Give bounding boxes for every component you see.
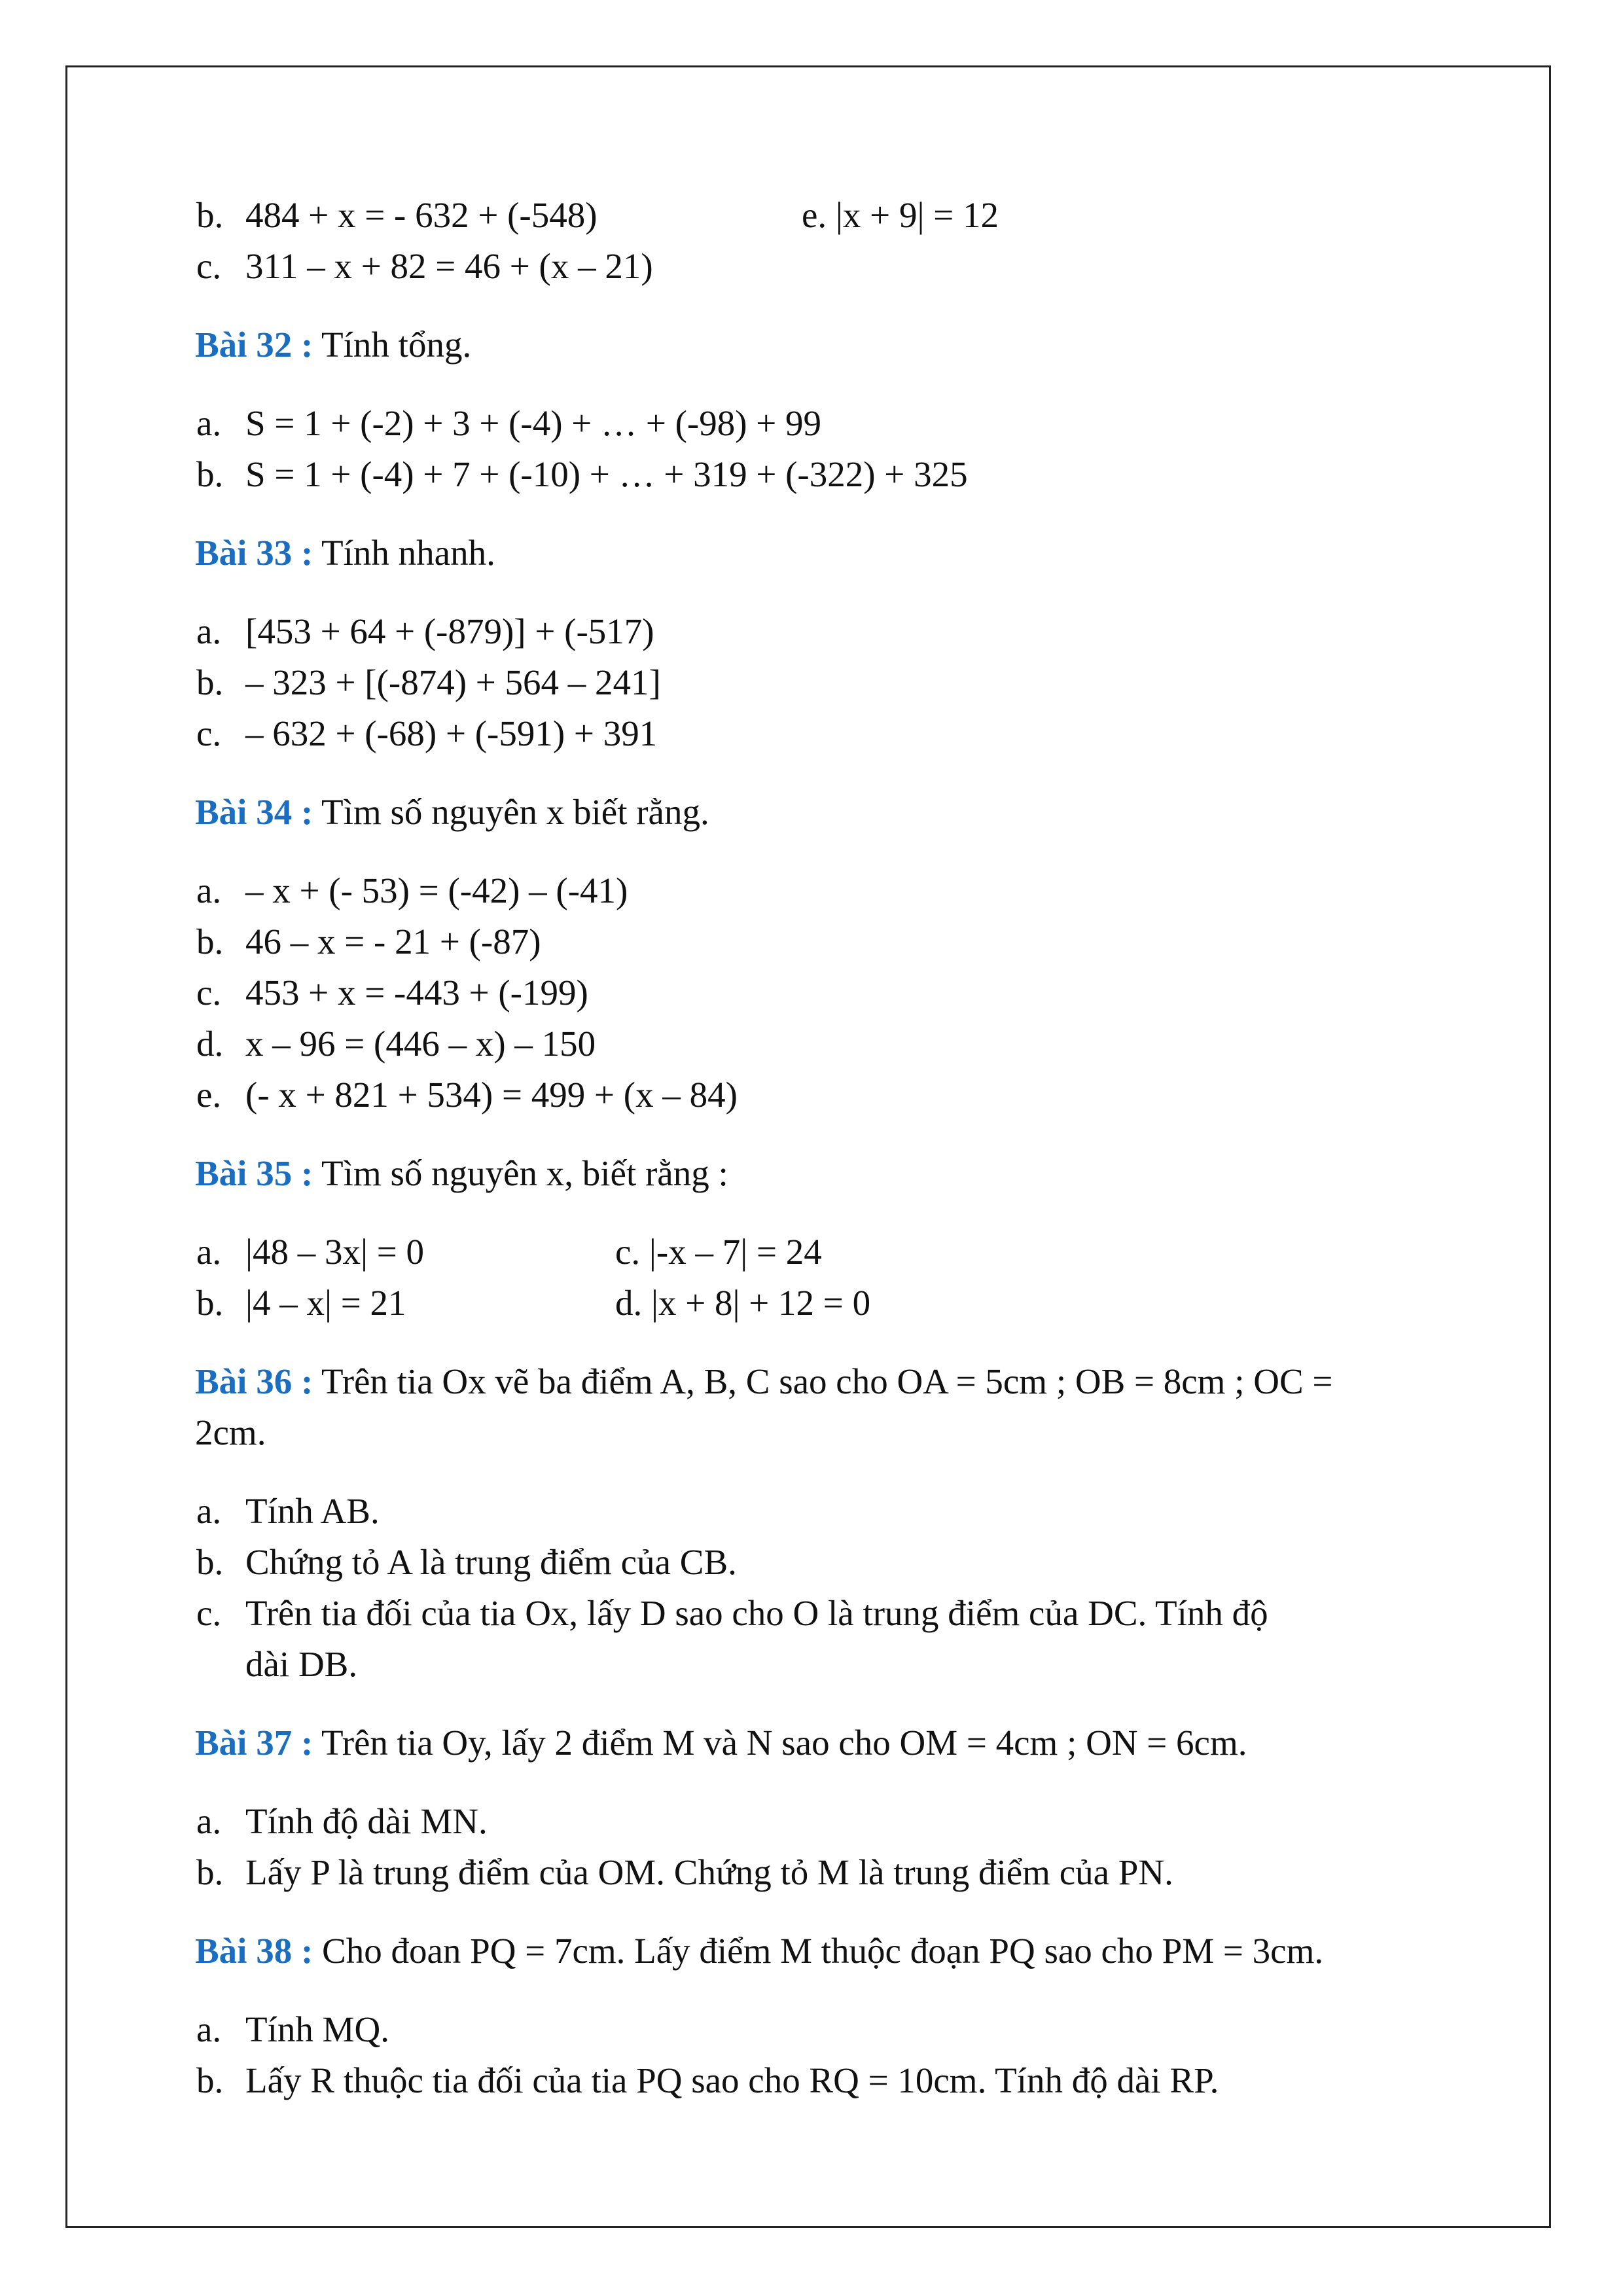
item-text: Tính MQ. [245, 2009, 389, 2049]
item-text: S = 1 + (-4) + 7 + (-10) + … + 319 + (-322) + 325 [245, 454, 968, 494]
item-label: b. [196, 1542, 224, 1582]
list-item [196, 1278, 1459, 1329]
exercise-title: Tính tổng. [321, 325, 472, 365]
item-label: b. [196, 454, 224, 494]
item-label: c. [196, 973, 222, 1013]
exercise-label: Bài 36 : [195, 1361, 313, 1401]
item-text: S = 1 + (-2) + 3 + (-4) + … + (-98) + 99 [245, 403, 822, 443]
list-item [196, 916, 1459, 967]
list-item [196, 2004, 1459, 2055]
item-label: a. [196, 1491, 222, 1531]
item-text: 311 – x + 82 = 46 + (x – 21) [245, 246, 653, 286]
exercise-heading-38 [195, 1926, 1459, 1977]
list-item [196, 865, 1459, 916]
worksheet-content [196, 190, 1459, 2106]
list-item [196, 657, 1459, 708]
item-text: Lấy R thuộc tia đối của tia PQ sao cho RQ = 10cm. Tính độ dài RP. [245, 2060, 1219, 2100]
item-label: b. [196, 195, 224, 235]
list-item [196, 1588, 1459, 1639]
list-item [196, 190, 1459, 241]
item-text: |48 – 3x| = 0 [245, 1232, 425, 1272]
list-item [196, 398, 1459, 449]
list-item [196, 449, 1459, 500]
list-item [196, 606, 1459, 657]
list-item [196, 2055, 1459, 2106]
item-text-continued: dài DB. [245, 1644, 358, 1684]
item-label: b. [196, 1852, 224, 1892]
item-text: Tính độ dài MN. [245, 1801, 488, 1841]
item-text: Chứng tỏ A là trung điểm của CB. [245, 1542, 737, 1582]
list-item [196, 1847, 1459, 1898]
exercise-title-continued: 2cm. [195, 1412, 266, 1452]
exercise-heading-32 [195, 319, 1459, 370]
item-text: [453 + 64 + (-879)] + (-517) [245, 611, 654, 651]
item-text-right: e. |x + 9| = 12 [802, 195, 999, 235]
exercise-label: Bài 37 : [195, 1723, 313, 1763]
item-text-right: c. |-x – 7| = 24 [615, 1232, 822, 1272]
item-label: c. [196, 713, 222, 753]
list-item [196, 1227, 1459, 1278]
item-label: d. [196, 1024, 224, 1064]
item-label: a. [196, 870, 222, 910]
item-label: a. [196, 2009, 222, 2049]
exercise-heading-36 [195, 1356, 1459, 1407]
list-item [196, 1018, 1459, 1069]
exercise-title: Cho đoan PQ = 7cm. Lấy điểm M thuộc đoạn PQ sao cho PM = 3cm. [322, 1931, 1324, 1971]
item-text: Tính AB. [245, 1491, 380, 1531]
item-label: b. [196, 2060, 224, 2100]
item-label: a. [196, 403, 222, 443]
exercise-title: Tìm số nguyên x biết rằng. [321, 792, 709, 832]
exercise-label: Bài 32 : [195, 325, 313, 365]
item-label: e. [196, 1075, 222, 1115]
item-text: 484 + x = - 632 + (-548) [245, 195, 597, 235]
exercise-label: Bài 34 : [195, 792, 313, 832]
item-text: Trên tia đối của tia Ox, lấy D sao cho O là trung điểm của DC. Tính độ [245, 1593, 1268, 1633]
exercise-title: Trên tia Oy, lấy 2 điểm M và N sao cho OM = 4cm ; ON = 6cm. [321, 1723, 1247, 1763]
item-text: 453 + x = -443 + (-199) [245, 973, 588, 1013]
exercise-title: Tính nhanh. [321, 533, 495, 573]
item-label: a. [196, 611, 222, 651]
item-label: a. [196, 1801, 222, 1841]
item-label: c. [196, 246, 222, 286]
item-text: |4 – x| = 21 [245, 1283, 406, 1323]
list-item [196, 1537, 1459, 1588]
list-item [196, 1796, 1459, 1847]
exercise-label: Bài 33 : [195, 533, 313, 573]
item-text: (- x + 821 + 534) = 499 + (x – 84) [245, 1075, 738, 1115]
item-label: b. [196, 1283, 224, 1323]
list-item [196, 1486, 1459, 1537]
exercise-title: Trên tia Ox vẽ ba điểm A, B, C sao cho OA = 5cm ; OB = 8cm ; OC = [321, 1361, 1333, 1401]
item-label: c. [196, 1593, 222, 1633]
item-text: Lấy P là trung điểm của OM. Chứng tỏ M là trung điểm của PN. [245, 1852, 1173, 1892]
list-item [196, 967, 1459, 1018]
list-item [196, 1069, 1459, 1121]
list-item [196, 708, 1459, 759]
item-text: – 323 + [(-874) + 564 – 241] [245, 662, 661, 702]
item-text-right: d. |x + 8| + 12 = 0 [615, 1283, 871, 1323]
item-label: b. [196, 662, 224, 702]
item-text: x – 96 = (446 – x) – 150 [245, 1024, 596, 1064]
item-text: – x + (- 53) = (-42) – (-41) [245, 870, 628, 910]
exercise-label: Bài 38 : [195, 1931, 313, 1971]
exercise-label: Bài 35 : [195, 1153, 313, 1193]
exercise-heading-34 [195, 787, 1459, 838]
exercise-heading-35 [195, 1148, 1459, 1199]
item-label: b. [196, 922, 224, 961]
list-item [196, 241, 1459, 292]
item-text: – 632 + (-68) + (-591) + 391 [245, 713, 658, 753]
item-text: 46 – x = - 21 + (-87) [245, 922, 541, 961]
exercise-heading-37 [195, 1717, 1459, 1768]
exercise-heading-33 [195, 528, 1459, 579]
item-label: a. [196, 1232, 222, 1272]
exercise-title: Tìm số nguyên x, biết rằng : [321, 1153, 728, 1193]
